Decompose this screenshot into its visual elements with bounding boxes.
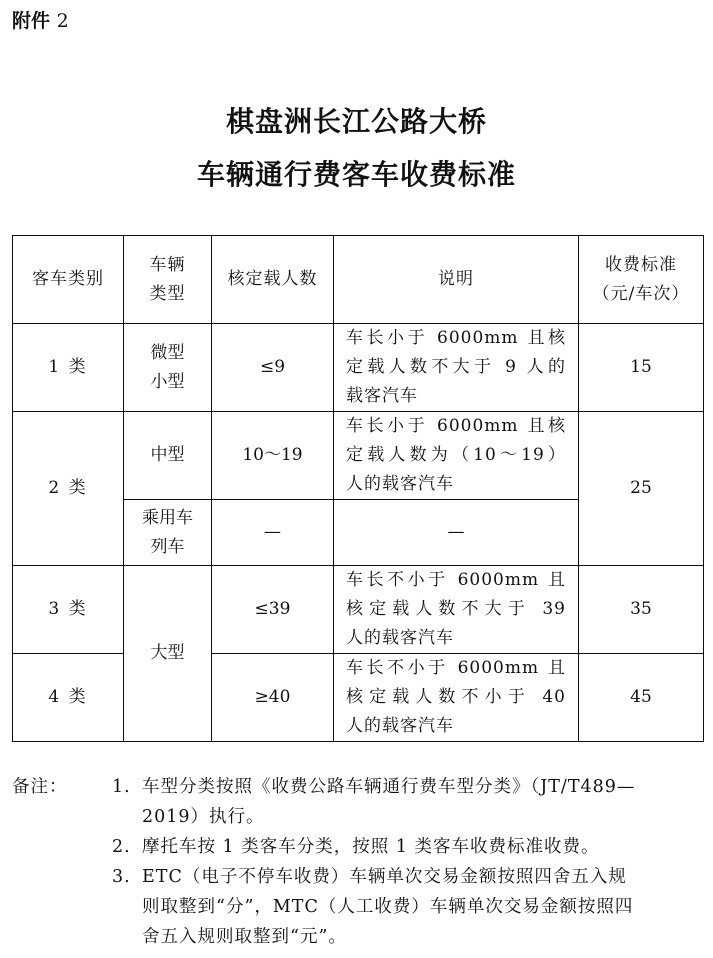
vehicle-type-line: 大型 bbox=[150, 643, 185, 663]
header-vehicle-type-line: 车辆 bbox=[149, 254, 186, 275]
vehicle-type-line: 中型 bbox=[150, 445, 185, 465]
table-row bbox=[13, 412, 704, 500]
header-fee bbox=[579, 236, 704, 324]
note-number: 3. bbox=[112, 867, 131, 887]
cell-description bbox=[334, 412, 579, 500]
description-line: 人的载客汽车 bbox=[346, 716, 454, 736]
note-continuation bbox=[12, 922, 707, 952]
description-line: 定载人数为（10～19） bbox=[346, 445, 566, 465]
description-line: 人的载客汽车 bbox=[346, 628, 454, 648]
doc-title-line-1: 棋盘洲长江公路大桥 bbox=[225, 105, 487, 138]
note-text: ETC（电子不停车收费）车辆单次交易金额按照四舍五入规 bbox=[142, 867, 627, 887]
note-text: 车型分类按照《收费公路车辆通行费车型分类》（JT/T489— bbox=[142, 777, 636, 797]
cell-description bbox=[334, 654, 579, 742]
note-text: 则取整到“分”，MTC（人工收费）车辆单次交易金额按照四 bbox=[142, 897, 634, 917]
doc-title-line-2: 车辆通行费客车收费标准 bbox=[196, 158, 516, 191]
note-item bbox=[12, 772, 707, 802]
cell-category: 1 类 bbox=[13, 324, 124, 412]
description-line: 车长不小于 6000mm 且 bbox=[346, 570, 566, 590]
note-text: 舍五入规则取整到“元”。 bbox=[142, 927, 347, 947]
notes-section bbox=[12, 772, 707, 952]
cell-capacity: ≥40 bbox=[212, 654, 334, 742]
description-line: 人的载客汽车 bbox=[346, 474, 454, 494]
description-line: 定载人数不大于 9 人的 bbox=[346, 357, 566, 377]
description-line: 核定载人数不大于 39 bbox=[346, 599, 566, 619]
description-line: 车长不小于 6000mm 且 bbox=[346, 658, 566, 678]
note-number: 1. bbox=[112, 777, 131, 797]
cell-capacity: 10～19 bbox=[212, 412, 334, 500]
header-fee-line: （元/车次） bbox=[592, 283, 690, 304]
notes-lead: 备注： bbox=[12, 777, 68, 797]
cell-fee: 25 bbox=[579, 412, 704, 566]
cell-capacity: ≤39 bbox=[212, 566, 334, 654]
note-item bbox=[12, 862, 707, 892]
attachment-label bbox=[12, 6, 69, 33]
cell-fee: 45 bbox=[579, 654, 704, 742]
note-continuation bbox=[12, 892, 707, 922]
fee-table bbox=[12, 235, 704, 742]
attachment-number: 2 bbox=[56, 10, 69, 32]
cell-vehicle-type bbox=[124, 324, 212, 412]
header-capacity: 核定载人数 bbox=[212, 236, 334, 324]
cell-description bbox=[334, 324, 579, 412]
cell-category: 2 类 bbox=[13, 412, 124, 566]
description-line: 车长小于 6000mm 且核 bbox=[346, 416, 566, 436]
note-text: 2019）执行。 bbox=[142, 807, 265, 827]
cell-fee: 35 bbox=[579, 566, 704, 654]
cell-vehicle-type bbox=[124, 566, 212, 742]
cell-description: — bbox=[334, 500, 579, 566]
attachment-word: 附件 bbox=[12, 10, 51, 32]
header-vehicle-type-line: 类型 bbox=[149, 283, 186, 304]
cell-description bbox=[334, 566, 579, 654]
description-line: 车长小于 6000mm 且核 bbox=[346, 328, 566, 348]
cell-vehicle-type bbox=[124, 500, 212, 566]
cell-vehicle-type bbox=[124, 412, 212, 500]
note-item bbox=[12, 832, 707, 862]
header-category: 客车类别 bbox=[13, 236, 124, 324]
description-line: 核定载人数不小于 40 bbox=[346, 687, 566, 707]
header-row bbox=[13, 236, 704, 324]
table-row bbox=[13, 324, 704, 412]
vehicle-type-line: 列车 bbox=[150, 536, 185, 557]
vehicle-type-line: 小型 bbox=[150, 371, 185, 392]
table-row bbox=[13, 566, 704, 654]
vehicle-type-line: 微型 bbox=[150, 342, 185, 363]
table-row bbox=[13, 654, 704, 742]
description-line: 载客汽车 bbox=[346, 386, 418, 406]
header-vehicle-type bbox=[124, 236, 212, 324]
header-description: 说明 bbox=[334, 236, 579, 324]
cell-category: 4 类 bbox=[13, 654, 124, 742]
vehicle-type-line: 乘用车 bbox=[142, 507, 193, 528]
header-fee-line: 收费标准 bbox=[605, 254, 677, 275]
cell-capacity: — bbox=[212, 500, 334, 566]
note-continuation bbox=[12, 802, 707, 832]
cell-fee: 15 bbox=[579, 324, 704, 412]
cell-category: 3 类 bbox=[13, 566, 124, 654]
note-text: 摩托车按 1 类客车分类，按照 1 类客车收费标准收费。 bbox=[142, 837, 600, 857]
note-number: 2. bbox=[112, 837, 131, 857]
cell-capacity: ≤9 bbox=[212, 324, 334, 412]
